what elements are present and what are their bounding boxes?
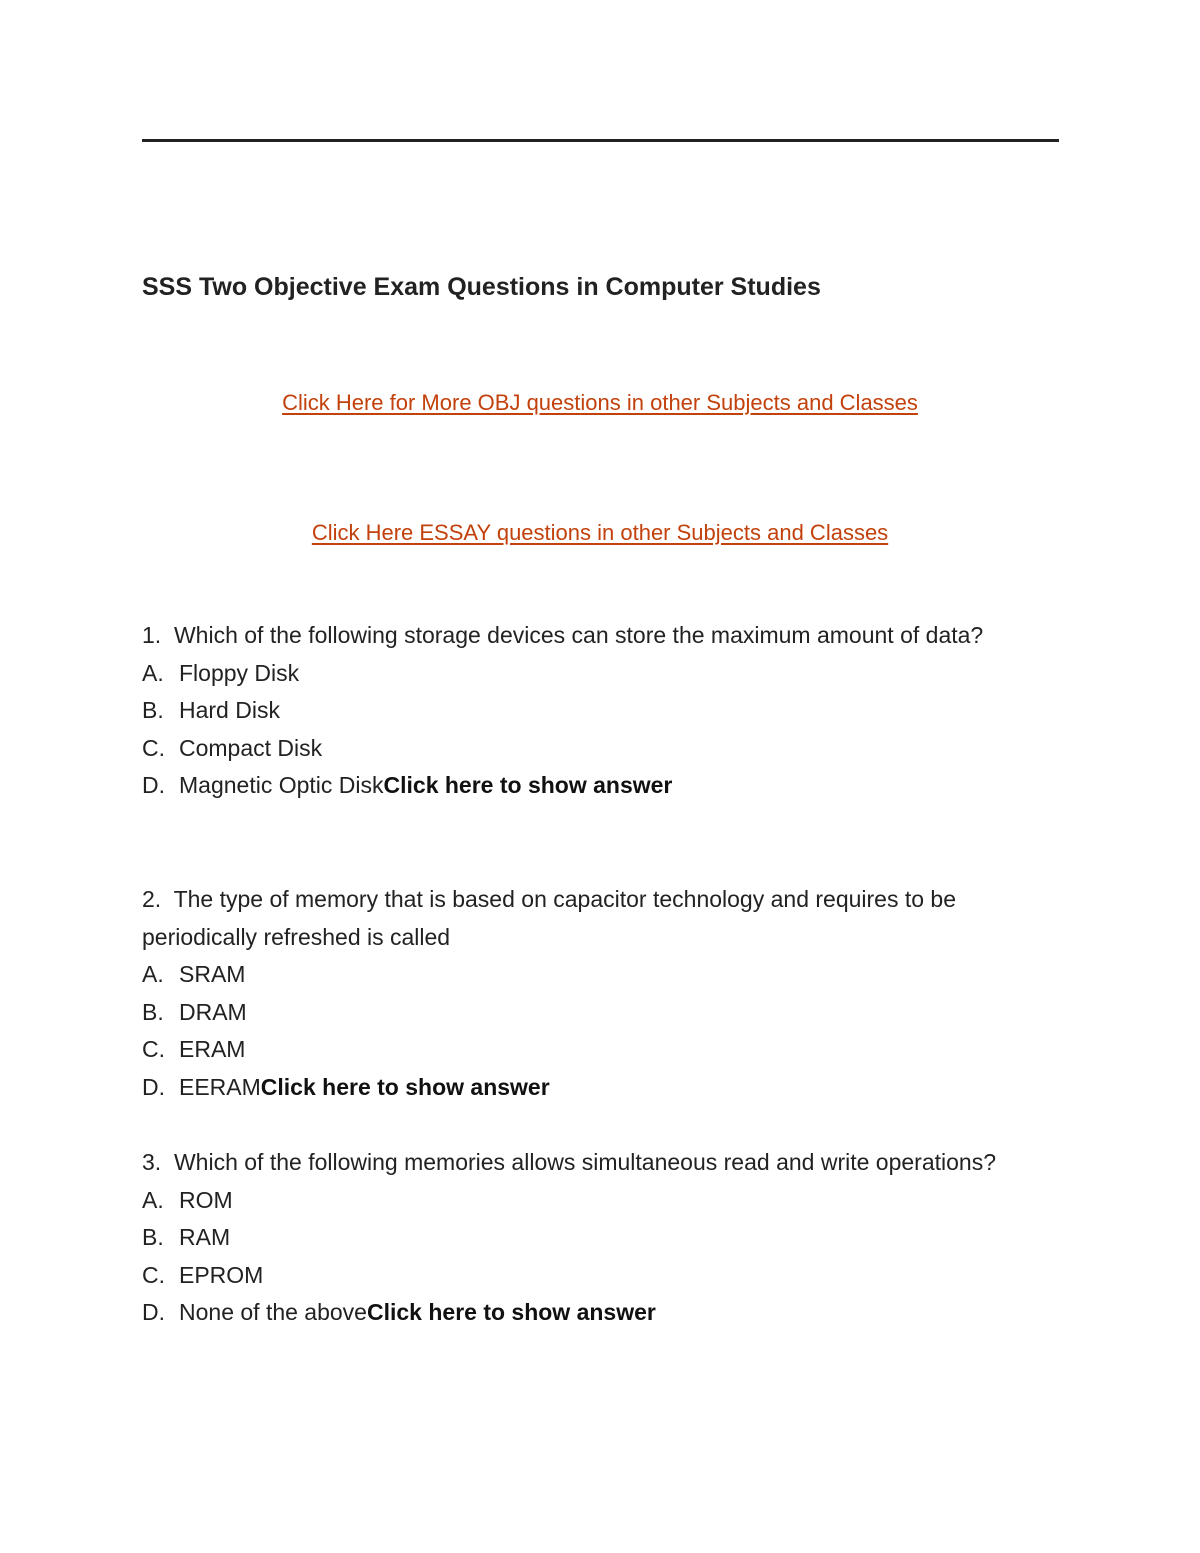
option-a bbox=[142, 655, 1072, 693]
option-letter: B. bbox=[142, 1224, 164, 1250]
question-prompt: Which of the following memories allows simultaneous read and write operations? bbox=[173, 1149, 996, 1175]
option-letter: B. bbox=[142, 998, 164, 1025]
option-text: None of the above bbox=[179, 1299, 367, 1325]
option-letter: A. bbox=[142, 659, 164, 686]
option-c bbox=[142, 1031, 1072, 1069]
question-text bbox=[142, 617, 1072, 655]
top-horizontal-rule bbox=[142, 139, 1059, 142]
option-text: Hard Disk bbox=[179, 697, 280, 723]
question-2 bbox=[142, 881, 1072, 1106]
show-answer-link[interactable]: Click here to show answer bbox=[260, 1073, 550, 1100]
option-letter: B. bbox=[142, 697, 164, 723]
option-letter: D. bbox=[142, 772, 165, 798]
page-title: SSS Two Objective Exam Questions in Computer Studies bbox=[142, 273, 821, 301]
option-d bbox=[142, 767, 1072, 805]
option-b bbox=[142, 1219, 1072, 1257]
option-d bbox=[142, 1069, 1072, 1107]
show-answer-link[interactable]: Click here to show answer bbox=[383, 772, 673, 798]
option-text: RAM bbox=[179, 1224, 231, 1250]
option-text: ROM bbox=[179, 1186, 233, 1213]
option-text: Compact Disk bbox=[179, 734, 323, 761]
essay-questions-link[interactable]: Click Here ESSAY questions in other Subjects and Classes bbox=[311, 520, 889, 545]
option-text: DRAM bbox=[179, 998, 247, 1025]
option-letter: D. bbox=[142, 1299, 165, 1325]
option-c bbox=[142, 1257, 1072, 1295]
option-letter: C. bbox=[142, 1261, 165, 1288]
option-letter: A. bbox=[142, 1186, 164, 1213]
question-number: 1. bbox=[142, 622, 162, 648]
show-answer-link[interactable]: Click here to show answer bbox=[366, 1299, 656, 1325]
option-a bbox=[142, 956, 1072, 994]
option-b bbox=[142, 692, 1072, 730]
option-text: EERAM bbox=[179, 1073, 261, 1100]
question-3 bbox=[142, 1144, 1072, 1332]
option-letter: D. bbox=[142, 1073, 165, 1100]
option-letter: C. bbox=[142, 1036, 165, 1062]
option-text: Magnetic Optic Disk bbox=[179, 772, 384, 798]
option-letter: A. bbox=[142, 961, 164, 987]
option-text: Floppy Disk bbox=[179, 659, 300, 686]
option-text: SRAM bbox=[179, 961, 246, 987]
more-obj-questions-link[interactable]: Click Here for More OBJ questions in other Subjects and Classes bbox=[282, 390, 918, 415]
question-number: 3. bbox=[142, 1149, 162, 1175]
option-c bbox=[142, 730, 1072, 768]
option-text: EPROM bbox=[179, 1261, 264, 1288]
question-number: 2. bbox=[142, 886, 162, 912]
option-d bbox=[142, 1294, 1072, 1332]
option-letter: C. bbox=[142, 734, 165, 761]
question-prompt: Which of the following storage devices can store the maximum amount of data? bbox=[173, 622, 984, 648]
option-b bbox=[142, 994, 1072, 1032]
question-text bbox=[142, 881, 1072, 956]
option-text: ERAM bbox=[179, 1036, 246, 1062]
question-prompt: The type of memory that is based on capacitor technology and requires to be periodically refreshed is called bbox=[142, 886, 957, 950]
option-a bbox=[142, 1182, 1072, 1220]
question-1 bbox=[142, 617, 1072, 805]
question-text bbox=[142, 1144, 1072, 1182]
